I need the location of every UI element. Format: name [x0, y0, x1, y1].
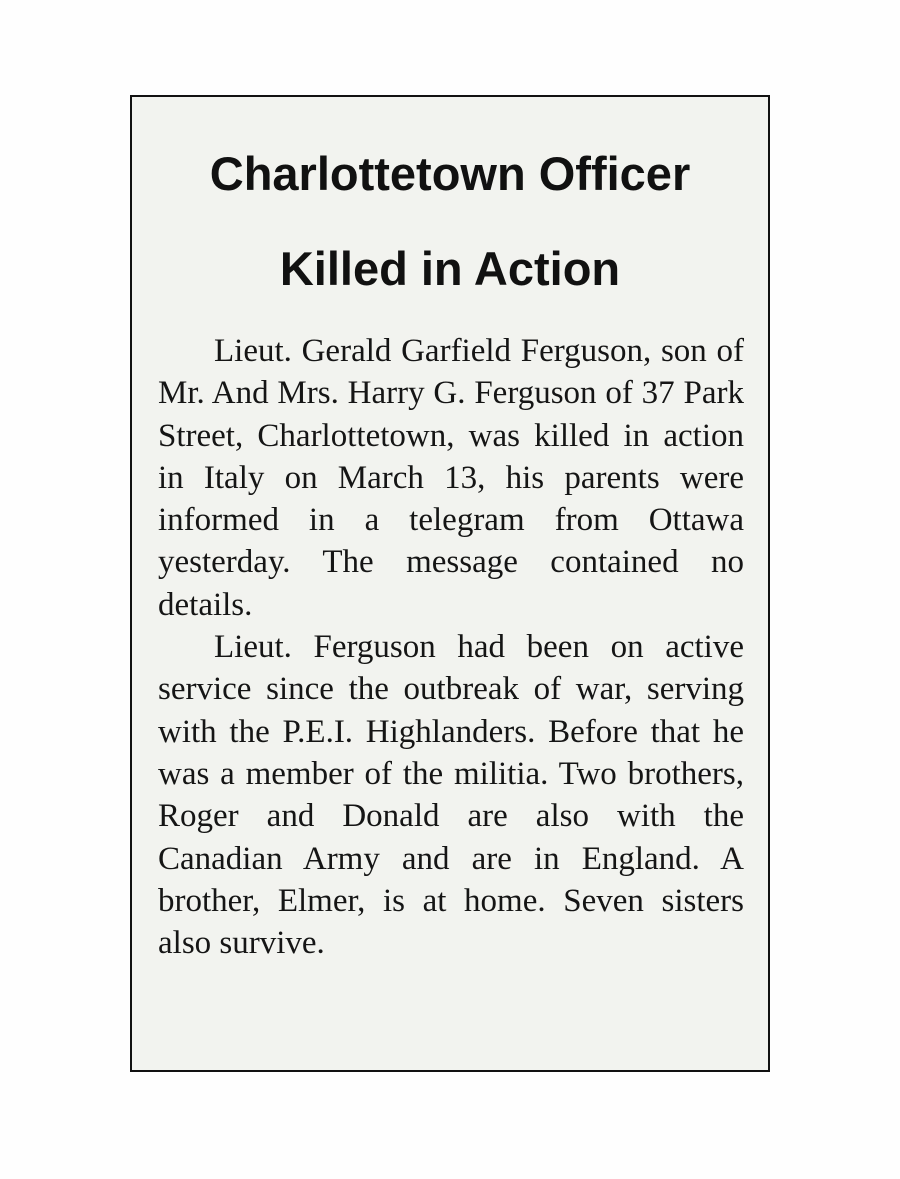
headline-line-2: Killed in Action — [279, 242, 621, 295]
headline-line-1: Charlottetown Officer — [209, 147, 691, 200]
article-paragraph-1: Lieut. Gerald Garfield Ferguson, son of Mr. And Mrs. Harry G. Ferguson of 37 Park Street, Charlottetown, was killed in action in Italy on March 13, his parents were informed in a telegram from Ottawa yesterday. The message contained no details. — [158, 333, 744, 623]
article-body — [158, 330, 744, 964]
newspaper-clipping — [130, 95, 770, 1072]
article-paragraph-2: Lieut. Ferguson had been on active service since the outbreak of war, serving with the P.E.I. Highlanders. Before that he was a member of the militia. Two brothers, Roger and Donald are also with the Canadian Army and are in England. A brother, Elmer, is at home. Seven sisters also survive. — [158, 629, 744, 962]
